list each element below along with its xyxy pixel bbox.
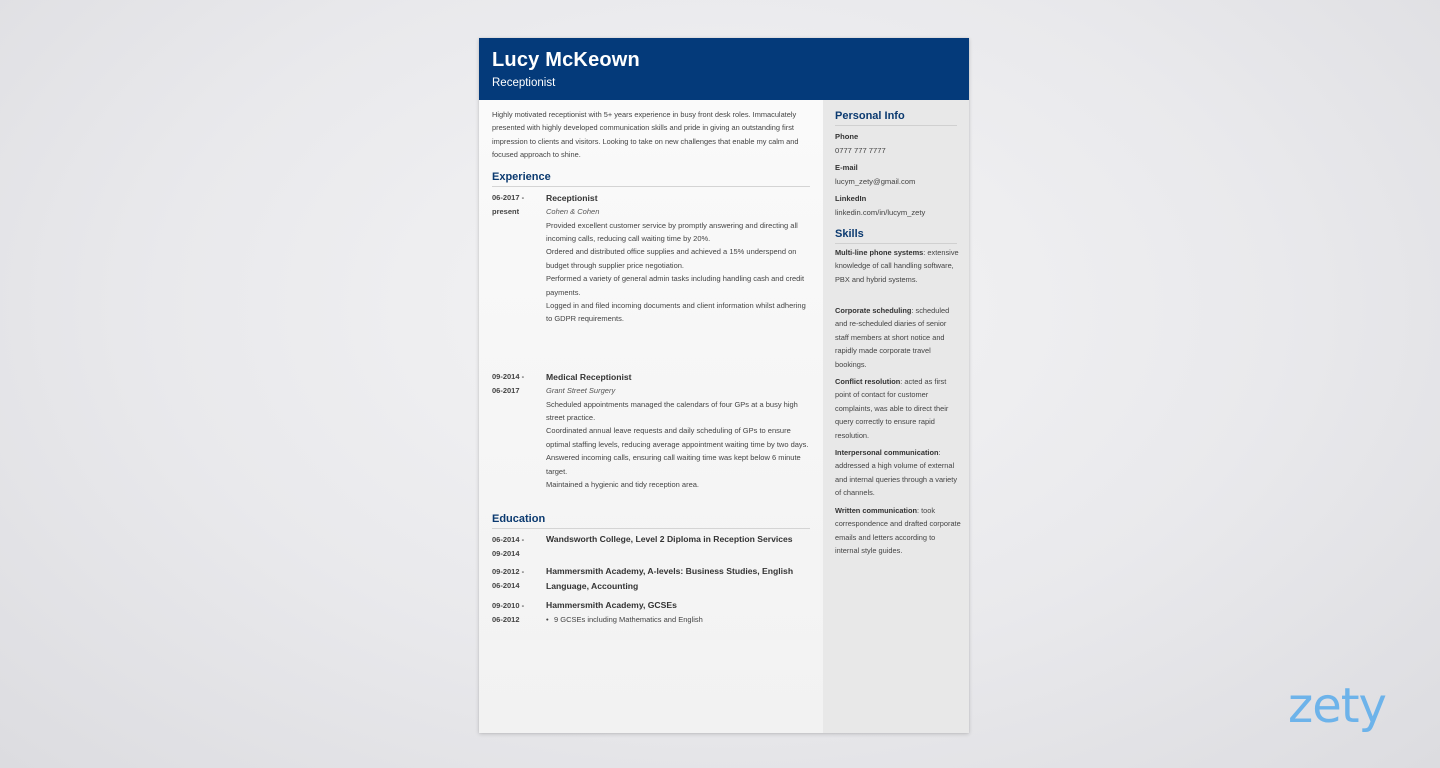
main-column bbox=[479, 100, 823, 733]
job-title: Medical Receptionist bbox=[546, 372, 632, 382]
edu-date bbox=[492, 533, 542, 561]
skill-desc: extensive knowledge of call handling software, PBX and hybrid systems. bbox=[835, 248, 959, 284]
edu-date-end: 06-2014 bbox=[492, 581, 520, 590]
job-bullet: Coordinated annual leave requests and daily scheduling of GPs to ensure optimal staffing levels, reducing average appointment waiting time by two days. bbox=[546, 426, 809, 449]
job-date bbox=[492, 370, 542, 398]
summary-text: Highly motivated receptionist with 5+ years experience in busy front desk roles. Immaculately presented with highly developed communication skills and pride in giving an outstanding first impression to clients and visitors. Looking to take on new challenges that enable my calm and focused approach to shine. bbox=[492, 110, 799, 159]
edu-date bbox=[492, 565, 542, 593]
edu-entry bbox=[546, 564, 812, 594]
job-bullet: Maintained a hygienic and tidy reception area. bbox=[546, 479, 700, 489]
edu-list-item bbox=[546, 613, 812, 626]
skill-item: Conflict resolution: acted as first point of contact for customer complaints, was able to direct their query correctly to ensure rapid resolution. bbox=[835, 377, 949, 440]
edu-date-end: 06-2012 bbox=[492, 615, 520, 624]
edu-title: Hammersmith Academy, GCSEs bbox=[546, 600, 677, 610]
edu-entry bbox=[546, 532, 812, 547]
skill-name: Written communication bbox=[835, 506, 917, 515]
phone-value: 0777 777 7777 bbox=[835, 146, 886, 155]
job-date-start: 06-2017 - bbox=[492, 193, 525, 202]
skill-name: Interpersonal communication bbox=[835, 448, 939, 457]
edu-title: Wandsworth College, Level 2 Diploma in Reception Services bbox=[546, 534, 793, 544]
resume-header bbox=[479, 38, 969, 100]
job-bullet: Answered incoming calls, ensuring call waiting time was kept below 6 minute target. bbox=[546, 453, 801, 476]
job-bullet: Provided excellent customer service by promptly answering and directing all incoming calls, reducing call waiting time by 20%. bbox=[546, 220, 798, 243]
skill-desc: acted as first point of contact for customer complaints, was able to direct their query correctly to ensure rapid resolution. bbox=[835, 377, 949, 440]
experience-divider bbox=[492, 186, 810, 187]
edu-title: Hammersmith Academy, A-levels: Business Studies, English Language, Accounting bbox=[546, 566, 794, 591]
sidebar-column bbox=[823, 100, 969, 733]
skill-name: Corporate scheduling bbox=[835, 306, 912, 315]
job-entry bbox=[546, 370, 812, 491]
skill-name: Multi-line phone systems bbox=[835, 248, 924, 257]
skill-name: Conflict resolution bbox=[835, 377, 901, 386]
edu-date-start: 09-2012 - bbox=[492, 567, 525, 576]
email-label: E-mail bbox=[835, 163, 858, 172]
job-title: Receptionist bbox=[546, 193, 598, 203]
job-date-end: 06-2017 bbox=[492, 386, 520, 395]
phone-label: Phone bbox=[835, 132, 859, 141]
skills-heading: Skills bbox=[835, 228, 864, 240]
candidate-role: Receptionist bbox=[492, 77, 556, 89]
skill-desc: took correspondence and drafted corporate emails and letters according to internal style guides. bbox=[835, 506, 961, 556]
skill-item: Written communication: took correspondence and drafted corporate emails and letters according to internal style guides. bbox=[835, 506, 961, 556]
skill-desc: scheduled and re-scheduled diaries of senior staff members at short notice and rapidly made corporate travel bookings. bbox=[835, 306, 950, 369]
job-company: Cohen & Cohen bbox=[546, 207, 600, 216]
personal-info-heading: Personal Info bbox=[835, 110, 905, 122]
skill-item: Interpersonal communication: addressed a high volume of external and internal queries through a variety of channels. bbox=[835, 448, 958, 498]
experience-heading: Experience bbox=[492, 171, 551, 183]
edu-date bbox=[492, 599, 542, 627]
education-divider bbox=[492, 528, 810, 529]
edu-date-start: 06-2014 - bbox=[492, 535, 525, 544]
education-heading: Education bbox=[492, 513, 546, 525]
edu-date-end: 09-2014 bbox=[492, 549, 520, 558]
job-bullet: Logged in and filed incoming documents and client information whilst adhering to GDPR requirements. bbox=[546, 300, 806, 324]
skill-item: Multi-line phone systems: extensive knowledge of call handling software, PBX and hybrid systems. bbox=[835, 248, 959, 284]
email-value: lucym_zety@gmail.com bbox=[835, 177, 916, 186]
zety-logo: zety bbox=[1288, 678, 1386, 734]
job-date bbox=[492, 191, 542, 219]
edu-list-item-text: 9 GCSEs including Mathematics and English bbox=[554, 615, 703, 624]
personal-info-divider bbox=[835, 125, 957, 126]
edu-entry bbox=[546, 598, 812, 626]
skill-item: Corporate scheduling: scheduled and re-scheduled diaries of senior staff members at short notice and rapidly made corporate travel bookings. bbox=[835, 306, 950, 369]
job-bullet: Performed a variety of general admin tasks including handling cash and credit payments. bbox=[546, 274, 805, 297]
skills-divider bbox=[835, 243, 957, 244]
resume-page bbox=[479, 38, 969, 733]
job-date-start: 09-2014 - bbox=[492, 372, 525, 381]
linkedin-value: linkedin.com/in/lucym_zety bbox=[835, 208, 926, 217]
skill-desc: addressed a high volume of external and internal queries through a variety of channels. bbox=[835, 461, 958, 498]
job-date-end: present bbox=[492, 207, 520, 216]
job-bullet: Ordered and distributed office supplies and achieved a 15% underspend on budget through supplier price negotiation. bbox=[546, 247, 797, 270]
job-company: Grant Street Surgery bbox=[546, 386, 616, 395]
linkedin-label: LinkedIn bbox=[835, 194, 867, 203]
job-bullet: Scheduled appointments managed the calendars of four GPs at a busy high street practice. bbox=[546, 399, 798, 422]
job-entry bbox=[546, 191, 812, 326]
candidate-name: Lucy McKeown bbox=[492, 49, 640, 71]
edu-date-start: 09-2010 - bbox=[492, 601, 525, 610]
bullet-dot-icon: • bbox=[546, 615, 549, 624]
